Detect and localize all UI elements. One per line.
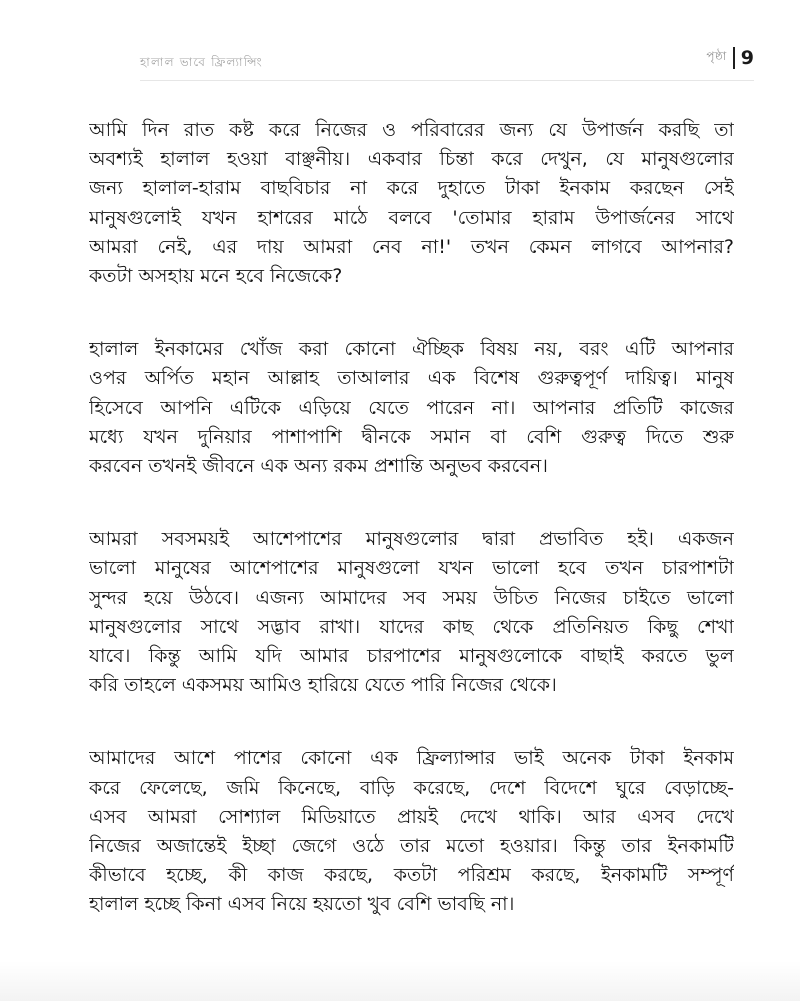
text-line: নিজের অজান্তেই ইচ্ছা জেগে ওঠে তার মতো হওয়ার। কিন্তু তার ইনকামটি: [89, 835, 734, 858]
text-line: এসব আমরা সোশ্যাল মিডিয়াতে প্রায়ই দেখে থাকি। আর এসব দেখে: [89, 805, 734, 828]
paragraph-4: [89, 744, 734, 919]
page-number-separator: [733, 47, 735, 69]
paragraph-1: [89, 116, 734, 291]
text-line: করে ফেলেছে, জমি কিনেছে, বাড়ি করেছে, দেশে বিদেশে ঘুরে বেড়াচ্ছে-: [89, 776, 734, 799]
page-label: পৃষ্ঠা: [706, 49, 727, 63]
text-line: জন্য হালাল-হারাম বাছবিচার না করে দুহাতে টাকা ইনকাম করছেন সেই: [89, 177, 734, 200]
text-line: ওপর অর্পিত মহান আল্লাহ তাআলার এক বিশেষ গুরুত্বপূর্ণ দায়িত্ব। মানুষ: [89, 367, 734, 390]
text-line: আমরা সবসময়ই আশেপাশের মানুষগুলোর দ্বারা প্রভাবিত হই। একজন: [89, 528, 734, 551]
text-line: সুন্দর হয়ে উঠবে। এজন্য আমাদের সব সময় উচিত নিজের চাইতে ভালো: [89, 586, 734, 609]
text-line: করি তাহলে একসময় আমিও হারিয়ে যেতে পারি নিজের থেকে।: [89, 674, 557, 697]
text-line: হিসেবে আপনি এটিকে এড়িয়ে যেতে পারেন না। আপনার প্রতিটি কাজের: [89, 396, 734, 419]
text-line: ভালো মানুষের আশেপাশের মানুষগুলো যখন ভালো হবে তখন চারপাশটা: [89, 557, 734, 580]
running-header: [140, 46, 754, 81]
page-number-group: [706, 47, 754, 69]
text-line: হালাল ইনকামের খোঁজ করা কোনো ঐচ্ছিক বিষয় নয়, বরং এটি আপনার: [89, 338, 734, 361]
text-line: আমি দিন রাত কষ্ট করে নিজের ও পরিবারের জন্য যে উপার্জন করছি তা: [89, 119, 734, 141]
text-line: যাবে। কিন্তু আমি যদি আমার চারপাশের মানুষগুলোকে বাছাই করতে ভুল: [89, 645, 734, 668]
book-title: হালাল ভাবে ফ্রিল্যান্সিং: [140, 55, 263, 69]
page-number: 9: [740, 47, 754, 69]
text-line: করবেন তখনই জীবনে এক অন্য রকম প্রশান্তি অনুভব করবেন।: [89, 455, 548, 478]
text-line: হালাল হচ্ছে কিনা এসব নিয়ে হয়তো খুব বেশি ভাবছি না।: [89, 893, 515, 916]
text-line: মধ্যে যখন দুনিয়ার পাশাপাশি দ্বীনকে সমান বা বেশি গুরুত্ব দিতে শুরু: [89, 425, 734, 448]
paragraph-2: [89, 335, 734, 481]
text-line: অবশ্যই হালাল হওয়া বাঞ্ছনীয়। একবার চিন্তা করে দেখুন, যে মানুষগুলোর: [89, 148, 734, 171]
paragraph-3: [89, 525, 734, 700]
text-line: আমাদের আশে পাশের কোনো এক ফ্রিল্যান্সার ভাই অনেক টাকা ইনকাম: [89, 747, 734, 770]
text-line: আমরা নেই, এর দায় আমরা নেব না!' তখন কেমন লাগবে আপনার?: [89, 235, 734, 258]
text-line: মানুষগুলোর সাথে সদ্ভাব রাখা। যাদের কাছ থেকে প্রতিনিয়ত কিছু শেখা: [89, 615, 734, 638]
body-text: [89, 116, 734, 920]
text-line: কতটা অসহায় মনে হবে নিজেকে?: [89, 265, 343, 288]
text-line: মানুষগুলোই যখন হাশরের মাঠে বলবে 'তোমার হারাম উপার্জনের সাথে: [89, 206, 734, 229]
text-line: কীভাবে হচ্ছে, কী কাজ করছে, কতটা পরিশ্রম করছে, ইনকামটি সম্পূর্ণ: [89, 864, 734, 887]
